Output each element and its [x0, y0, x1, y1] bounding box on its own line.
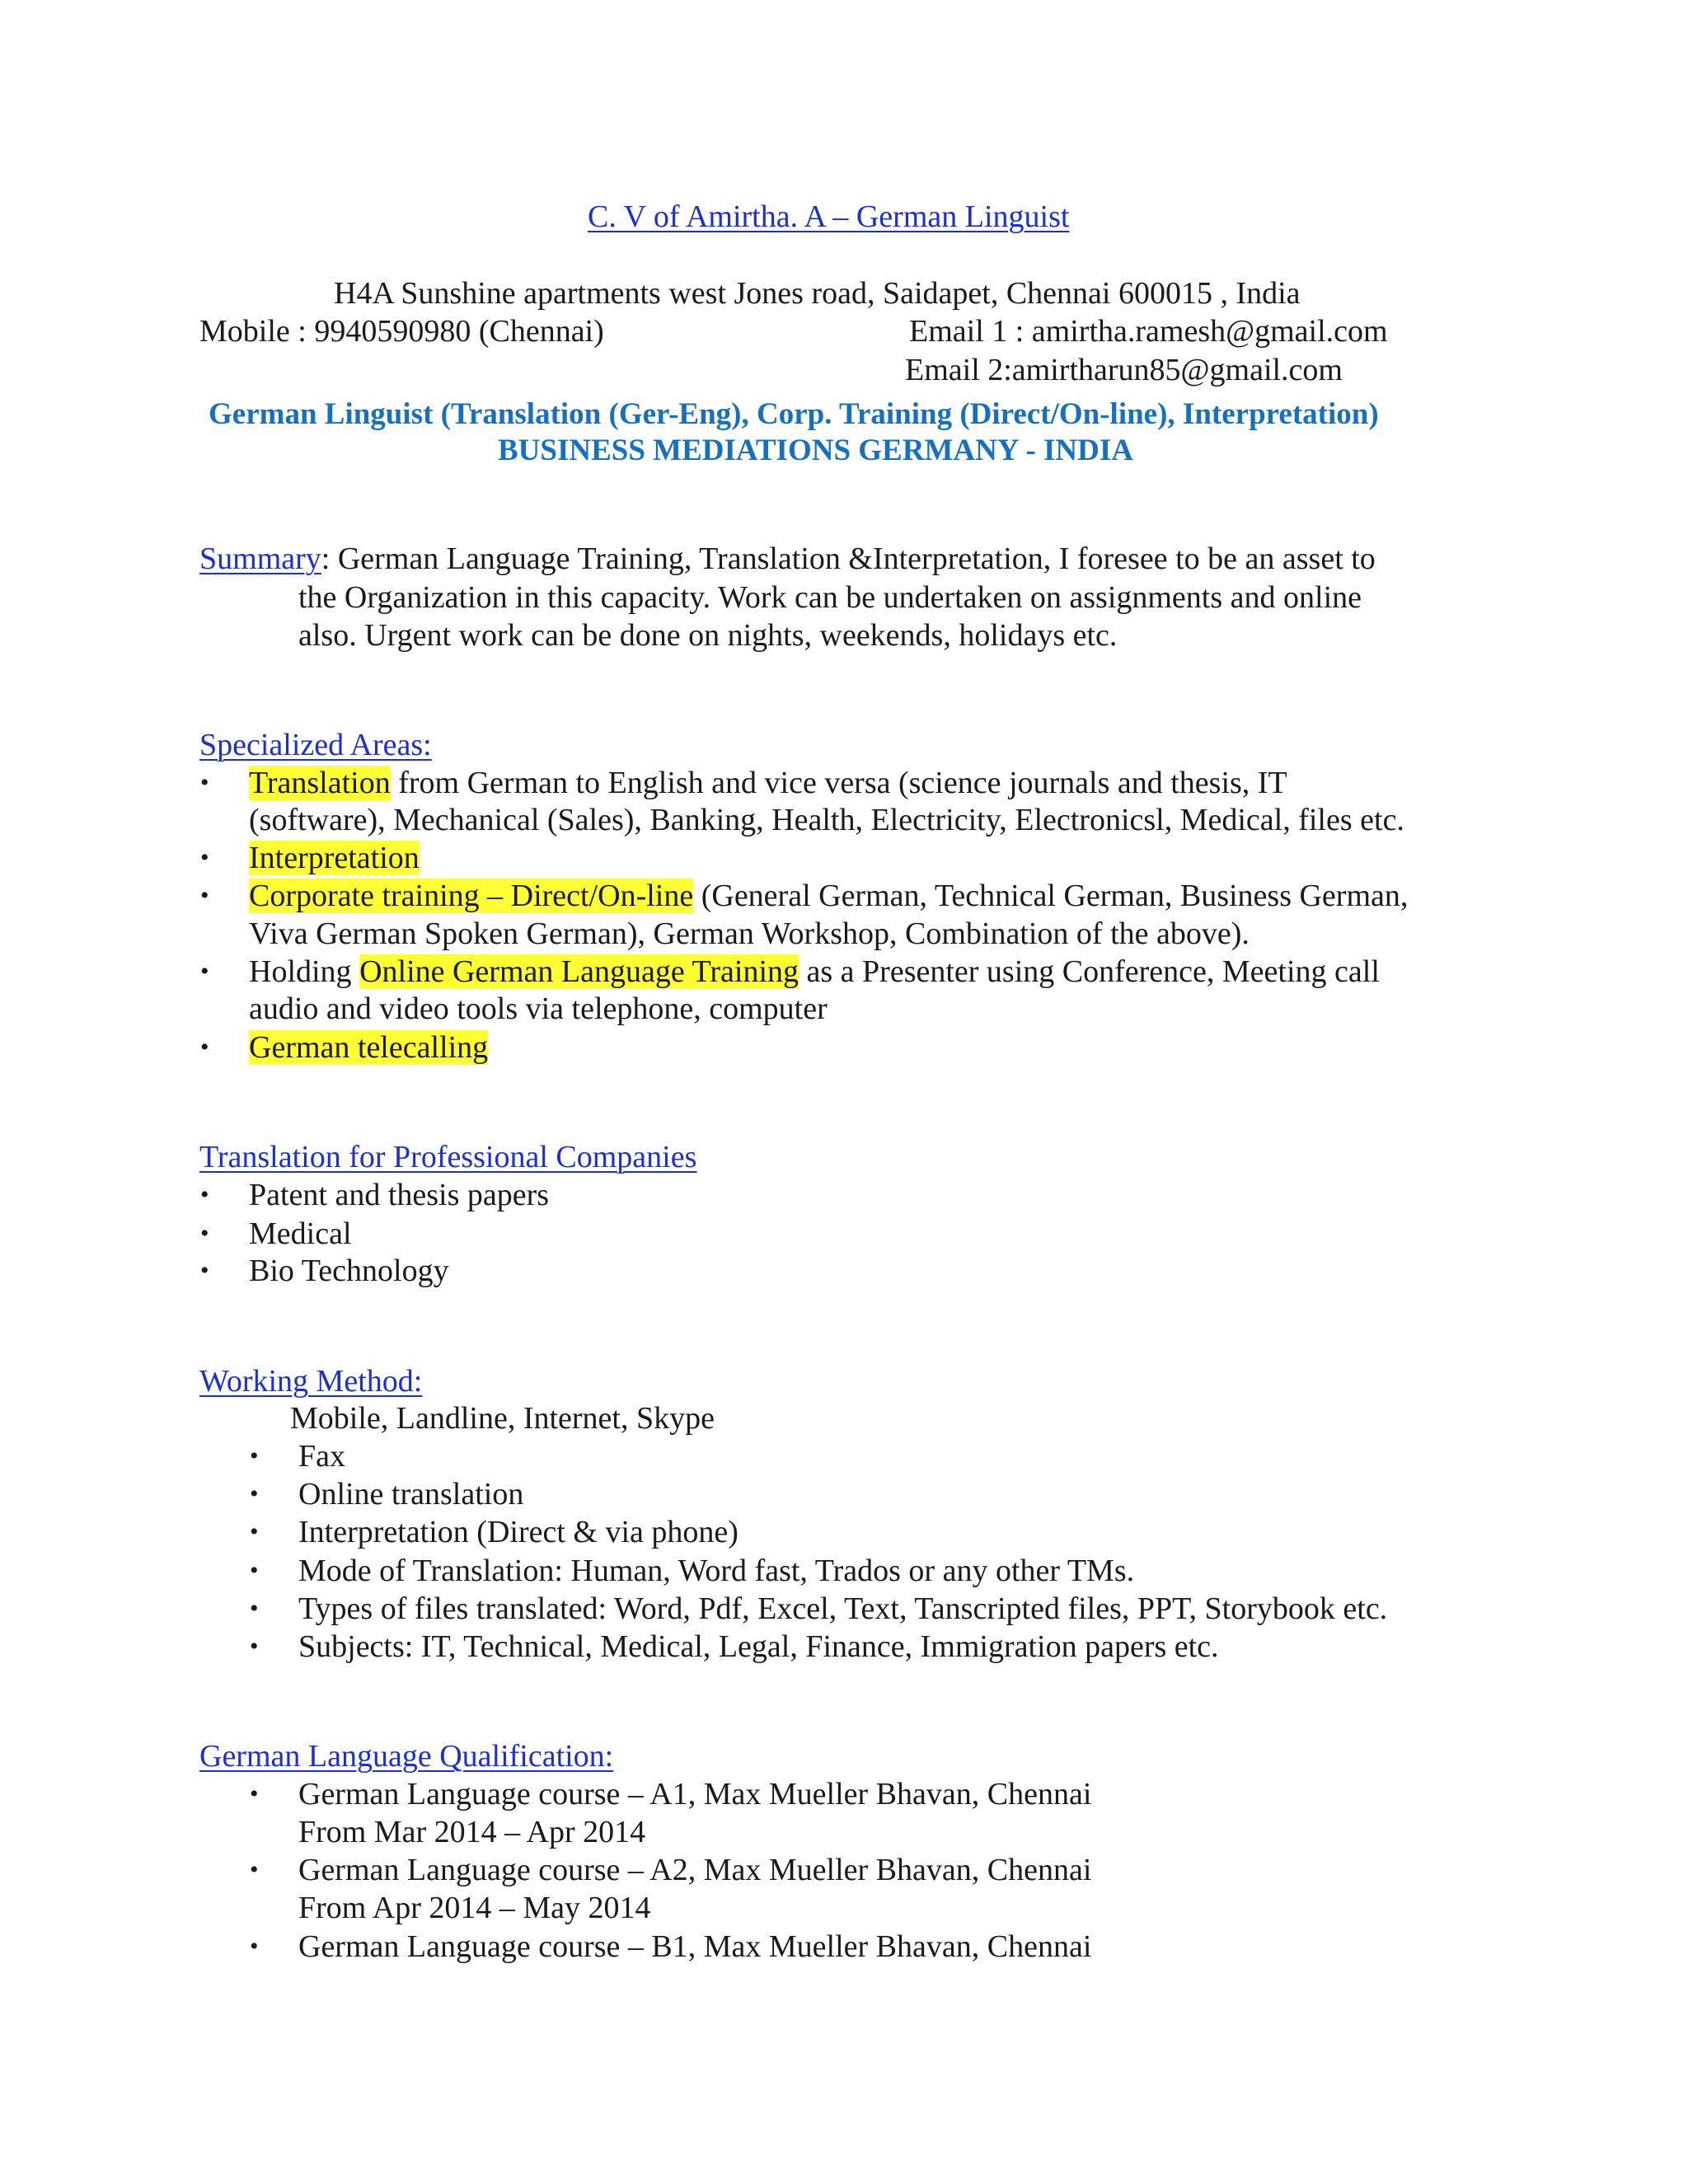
- bullet-icon: •: [200, 844, 209, 871]
- working-heading[interactable]: Working Method:: [199, 1364, 423, 1399]
- specialized-item-online: [249, 953, 1380, 991]
- bullet-icon: •: [200, 1033, 209, 1061]
- specialized-item-translation-text: from German to English and vice versa (science journals and thesis, IT: [390, 766, 1287, 800]
- translation-heading[interactable]: Translation for Professional Companies: [199, 1140, 697, 1174]
- bullet-icon: •: [250, 1780, 259, 1807]
- working-intro: Mobile, Landline, Internet, Skype: [290, 1401, 715, 1436]
- bullet-icon: •: [200, 958, 209, 985]
- bullet-icon: •: [250, 1442, 259, 1469]
- bullet-icon: •: [250, 1595, 259, 1622]
- specialized-item-corporate: [249, 877, 1408, 915]
- list-item: Online translation: [298, 1477, 524, 1511]
- highlight-corporate-training: Corporate training – Direct/On-line: [249, 879, 694, 913]
- specialized-item-interpretation: [249, 839, 420, 877]
- specialized-item-corporate-line-2: Viva German Spoken German), German Workshop, Combination of the above).: [249, 916, 1250, 951]
- bullet-icon: •: [250, 1557, 259, 1584]
- qualification-heading[interactable]: German Language Qualification:: [199, 1739, 614, 1774]
- highlight-translation: Translation: [249, 766, 391, 800]
- list-item: Fax: [298, 1439, 345, 1474]
- specialized-item-online-text: as a Presenter using Conference, Meeting call: [799, 954, 1380, 989]
- mobile-number: Mobile : 9940590980 (Chennai): [199, 314, 604, 349]
- email-2: Email 2:amirtharun85@gmail.com: [905, 353, 1343, 387]
- specialized-item-translation: [249, 764, 1287, 802]
- specialized-item-online-pre: Holding: [249, 954, 360, 989]
- bullet-icon: •: [200, 769, 209, 796]
- specialized-item-telecalling: [249, 1029, 488, 1066]
- highlight-online-training: Online German Language Training: [359, 954, 799, 989]
- bullet-icon: •: [200, 882, 209, 909]
- cv-title[interactable]: C. V of Amirtha. A – German Linguist: [588, 199, 1070, 234]
- list-item: Bio Technology: [249, 1254, 449, 1288]
- bullet-icon: •: [250, 1933, 259, 1960]
- list-item: Mode of Translation: Human, Word fast, Trados or any other TMs.: [298, 1554, 1135, 1588]
- bullet-icon: •: [250, 1856, 259, 1883]
- qualification-dates: From Mar 2014 – Apr 2014: [298, 1815, 646, 1849]
- address: H4A Sunshine apartments west Jones road, Saidapet, Chennai 600015 , India: [334, 276, 1301, 311]
- list-item: Interpretation (Direct & via phone): [298, 1515, 738, 1549]
- headline-services: German Linguist (Translation (Ger-Eng), Corp. Training (Direct/On-line), Interpretation): [209, 397, 1379, 431]
- summary-label[interactable]: Summary: [199, 541, 321, 576]
- highlight-telecalling: German telecalling: [249, 1030, 489, 1065]
- specialized-heading[interactable]: Specialized Areas:: [199, 728, 432, 762]
- email-1: Email 1 : amirtha.ramesh@gmail.com: [909, 314, 1388, 349]
- summary-line-3: also. Urgent work can be done on nights, weekends, holidays etc.: [298, 618, 1118, 653]
- list-item: Patent and thesis papers: [249, 1178, 550, 1212]
- headline-business: BUSINESS MEDIATIONS GERMANY - INDIA: [498, 434, 1133, 467]
- specialized-item-translation-line-2: (software), Mechanical (Sales), Banking, Health, Electricity, Electronicsl, Medical, files etc.: [249, 803, 1404, 837]
- list-item: Medical: [249, 1216, 352, 1251]
- bullet-icon: •: [200, 1181, 209, 1208]
- bullet-icon: •: [250, 1518, 259, 1545]
- list-item: Types of files translated: Word, Pdf, Excel, Text, Tanscripted files, PPT, Storybook etc.: [298, 1591, 1388, 1626]
- qualification-dates: From Apr 2014 – May 2014: [298, 1891, 651, 1925]
- specialized-item-corporate-text: (General German, Technical German, Business German,: [693, 879, 1409, 913]
- bullet-icon: •: [200, 1257, 209, 1284]
- qualification-course: German Language course – B1, Max Mueller Bhavan, Chennai: [298, 1929, 1092, 1964]
- summary-text-1: : German Language Training, Translation &Interpretation, I foresee to be an asset to: [321, 541, 1376, 576]
- summary-line-1: [199, 540, 1376, 578]
- specialized-item-online-line-2: audio and video tools via telephone, computer: [249, 991, 828, 1026]
- summary-line-2: the Organization in this capacity. Work can be undertaken on assignments and online: [298, 580, 1362, 615]
- bullet-icon: •: [250, 1480, 259, 1507]
- bullet-icon: •: [250, 1633, 259, 1660]
- qualification-course: German Language course – A2, Max Mueller Bhavan, Chennai: [298, 1853, 1092, 1887]
- highlight-interpretation: Interpretation: [249, 841, 420, 875]
- bullet-icon: •: [200, 1220, 209, 1247]
- list-item: Subjects: IT, Technical, Medical, Legal, Finance, Immigration papers etc.: [298, 1629, 1219, 1664]
- qualification-course: German Language course – A1, Max Mueller Bhavan, Chennai: [298, 1777, 1092, 1811]
